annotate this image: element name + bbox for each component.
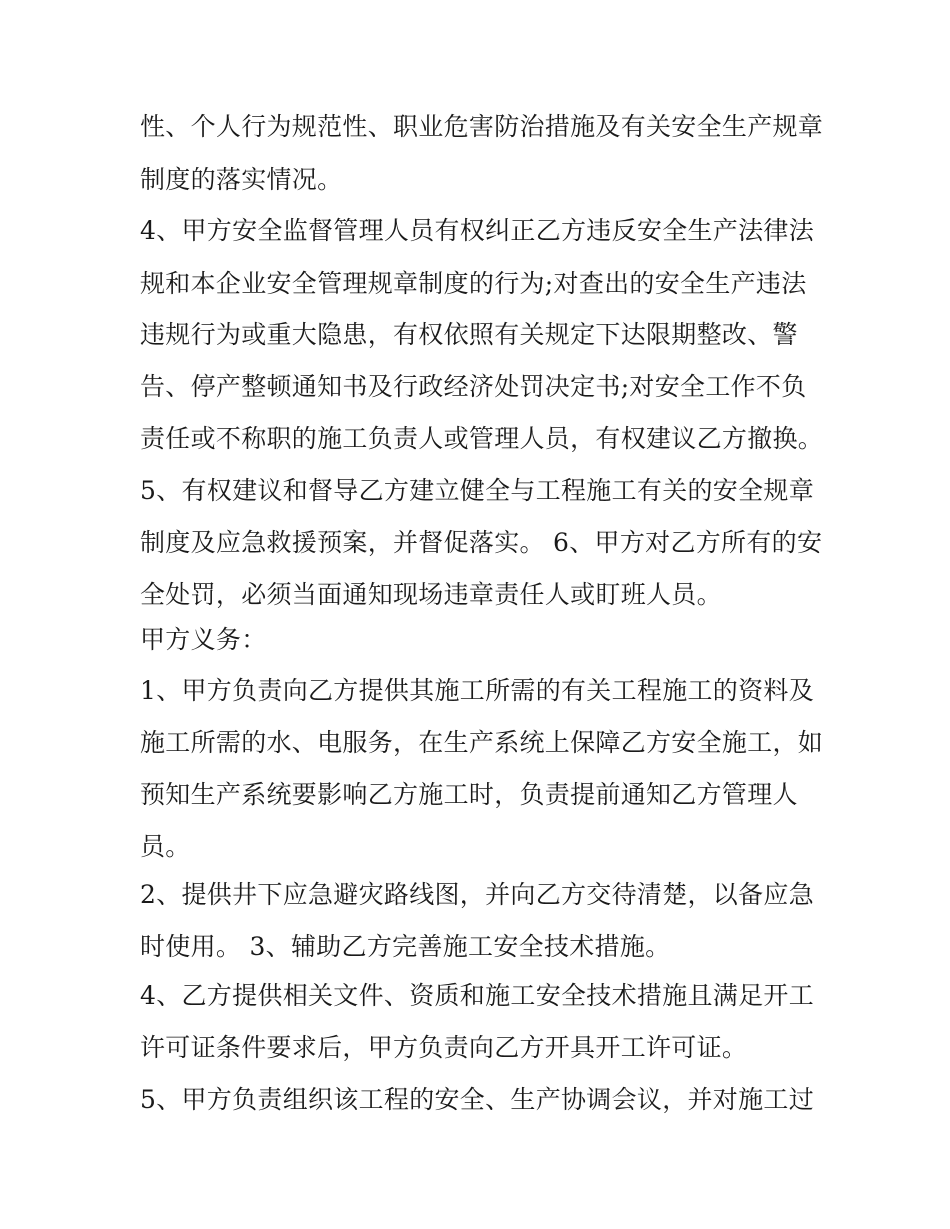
text-line: 时使用。 3、辅助乙方完善施工安全技术措施。 — [140, 932, 671, 961]
text-line: 预知生产系统要影响乙方施工时，负责提前通知乙方管理人 — [140, 780, 798, 809]
text-line: 1、甲方负责向乙方提供其施工所需的有关工程施工的资料及 — [140, 676, 815, 705]
text-line: 4、甲方安全监督管理人员有权纠正乙方违反安全生产法律法 — [140, 216, 815, 245]
text-line: 2、提供井下应急避灾路线图，并向乙方交待清楚，以备应急 — [140, 880, 815, 909]
text-line: 全处罚，必须当面通知现场违章责任人或盯班人员。 — [140, 580, 722, 609]
text-line: 4、乙方提供相关文件、资质和施工安全技术措施且满足开工 — [140, 981, 815, 1010]
text-line: 制度及应急救援预案，并督促落实。 6、甲方对乙方所有的安 — [140, 528, 823, 557]
text-line: 制度的落实情况。 — [140, 165, 343, 194]
text-line: 规和本企业安全管理规章制度的行为;对查出的安全生产违法 — [140, 269, 807, 298]
text-line: 5、甲方负责组织该工程的安全、生产协调会议，并对施工过 — [140, 1085, 815, 1114]
text-line: 员。 — [140, 832, 191, 861]
text-line: 5、有权建议和督导乙方建立健全与工程施工有关的安全规章 — [140, 476, 815, 505]
text-line: 施工所需的水、电服务，在生产系统上保障乙方安全施工，如 — [140, 728, 824, 757]
text-line: 告、停产整顿通知书及行政经济处罚决定书;对安全工作不负 — [140, 372, 807, 401]
text-line: 许可证条件要求后，甲方负责向乙方开具开工许可证。 — [140, 1033, 748, 1062]
text-line: 性、个人行为规范性、职业危害防治措施及有关安全生产规章 — [140, 112, 824, 141]
text-line: 责任或不称职的施工负责人或管理人员，有权建议乙方撤换。 — [140, 424, 824, 453]
section-heading: 甲方义务： — [140, 625, 267, 654]
text-line: 违规行为或重大隐患，有权依照有关规定下达限期整改、警 — [140, 320, 798, 349]
